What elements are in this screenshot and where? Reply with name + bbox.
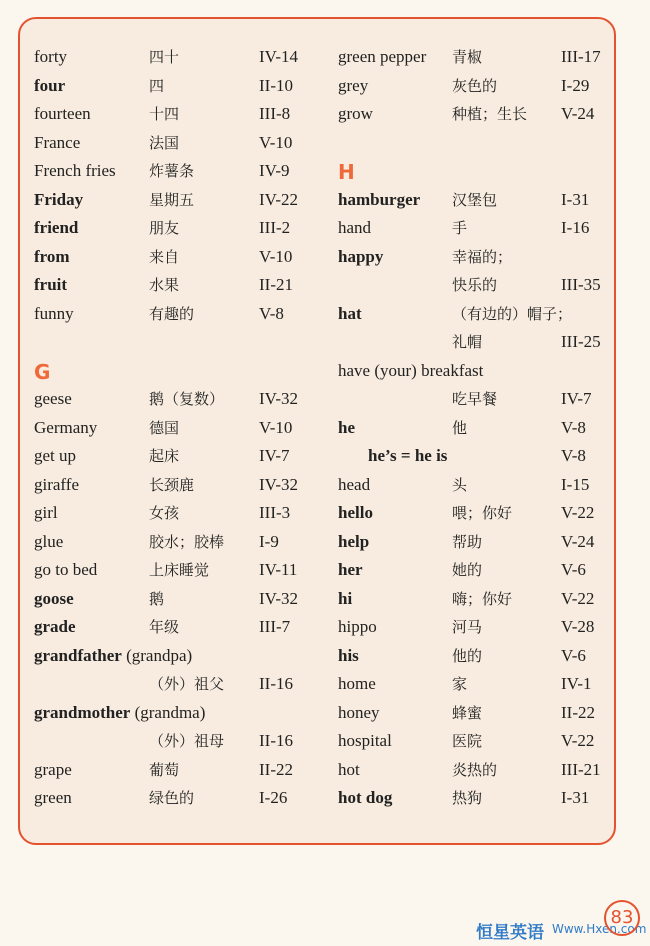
entry-unit: III-25 — [561, 332, 601, 351]
glossary-entry — [338, 243, 618, 272]
glossary-entry — [34, 528, 324, 557]
entry-word: hot dog — [338, 788, 393, 807]
glossary-entry — [34, 157, 324, 186]
glossary-entry — [338, 471, 618, 500]
entry-word: he — [338, 417, 355, 437]
entry-word: hat — [338, 303, 362, 323]
entry-unit: IV-14 — [259, 47, 299, 66]
entry-word: home — [338, 674, 376, 693]
entry-word: head — [338, 474, 371, 494]
entry-meaning: 鹅（复数） — [149, 390, 225, 408]
entry-word: Friday — [34, 189, 84, 209]
entry-meaning: 礼帽 — [452, 333, 483, 351]
entry-meaning: （外）祖父 — [149, 675, 225, 693]
glossary-entry — [34, 556, 324, 585]
glossary-entry — [34, 613, 324, 642]
entry-meaning: 医院 — [452, 732, 483, 750]
entry-meaning: 吃早餐 — [452, 390, 498, 408]
entry-unit: I-31 — [561, 788, 590, 807]
entry-meaning: 水果 — [149, 276, 180, 294]
letter-heading: G — [34, 359, 51, 384]
entry-word-alt: (grandma) — [130, 702, 206, 722]
glossary-entry — [338, 414, 618, 443]
entry-meaning: 四 — [149, 76, 165, 95]
entry-word: from — [34, 246, 70, 266]
left-column — [34, 43, 324, 813]
entry-word: glue — [34, 531, 64, 551]
glossary-entry — [338, 357, 618, 386]
entry-word: fruit — [34, 275, 68, 294]
entry-meaning: 手 — [452, 219, 468, 237]
glossary-entry — [338, 642, 618, 671]
entry-unit: II-16 — [259, 731, 293, 750]
entry-unit: III-8 — [259, 104, 291, 123]
glossary-entry — [338, 214, 618, 243]
glossary-entry — [338, 556, 618, 585]
entry-meaning: 炸薯条 — [149, 162, 195, 180]
entry-word: hot — [338, 759, 360, 779]
entry-meaning: 来自 — [149, 247, 180, 266]
entry-word: happy — [338, 246, 384, 266]
entry-unit: II-21 — [259, 275, 293, 294]
glossary-entry — [34, 784, 324, 813]
glossary-entry — [338, 613, 618, 642]
entry-meaning: 喂；你好 — [452, 504, 513, 522]
glossary-panel — [18, 17, 616, 845]
entry-unit: I-9 — [259, 531, 279, 551]
entry-word: her — [338, 560, 363, 579]
entry-unit: V-28 — [561, 617, 595, 636]
entry-unit: III-17 — [561, 47, 601, 66]
glossary-entry — [338, 271, 618, 300]
glossary-entry — [34, 471, 324, 500]
entry-word: have (your) breakfast — [338, 360, 484, 380]
entry-word: hospital — [338, 731, 392, 750]
glossary-entry — [338, 528, 618, 557]
entry-unit: V-6 — [561, 645, 586, 665]
glossary-entry — [338, 756, 618, 785]
entry-meaning: 炎热的 — [452, 760, 498, 779]
glossary-entry — [34, 414, 324, 443]
entry-unit: I-31 — [561, 189, 590, 209]
glossary-entry — [338, 670, 618, 699]
entry-word: hi — [338, 588, 353, 608]
entry-unit: IV-32 — [259, 474, 299, 494]
entry-meaning: 四十 — [149, 48, 180, 66]
entry-meaning: 帮助 — [452, 532, 483, 551]
entry-word: grow — [338, 104, 373, 123]
entry-word: he’s = he is — [368, 446, 448, 465]
glossary-entry — [338, 72, 618, 101]
entry-unit: I-16 — [561, 218, 590, 237]
glossary-entry — [338, 328, 618, 357]
entry-word: forty — [34, 47, 68, 66]
entry-unit: V-24 — [561, 531, 595, 551]
entry-word-main: grandmother — [34, 702, 131, 722]
entry-unit: IV-11 — [259, 560, 298, 579]
entry-meaning: 星期五 — [149, 190, 195, 209]
entry-word: green pepper — [338, 47, 427, 66]
entry-meaning: 上床睡觉 — [149, 561, 210, 579]
entry-meaning: 他的 — [452, 646, 483, 665]
entry-word: fourteen — [34, 104, 91, 123]
entry-unit: II-22 — [259, 759, 293, 779]
entry-word: Germany — [34, 417, 98, 437]
glossary-entry — [34, 727, 324, 756]
entry-unit: IV-22 — [259, 189, 299, 209]
entry-meaning: 河马 — [452, 618, 483, 636]
entry-meaning: 年级 — [149, 618, 180, 636]
entry-unit: I-15 — [561, 474, 590, 494]
glossary-entry — [34, 186, 324, 215]
entry-word: grape — [34, 759, 72, 779]
entry-meaning: 鹅 — [149, 589, 165, 608]
glossary-entry — [338, 186, 618, 215]
glossary-entry — [34, 585, 324, 614]
glossary-entry — [338, 100, 618, 129]
entry-word: grey — [338, 75, 369, 95]
entry-unit: IV-32 — [259, 389, 299, 408]
entry-word: France — [34, 132, 81, 152]
entry-unit: IV-9 — [259, 161, 290, 180]
entry-unit: III-3 — [259, 503, 291, 522]
section-gap — [338, 129, 618, 158]
entry-meaning: 葡萄 — [149, 760, 180, 779]
entry-word: geese — [34, 389, 72, 408]
entry-meaning: 十四 — [149, 105, 180, 123]
entry-word: hippo — [338, 617, 377, 636]
entry-word: green — [34, 788, 72, 807]
entry-unit: V-10 — [259, 246, 293, 266]
entry-word: grade — [34, 617, 76, 636]
entry-unit: III-7 — [259, 617, 291, 636]
entry-word — [34, 699, 205, 728]
glossary-entry — [34, 442, 324, 471]
entry-meaning: 她的 — [452, 561, 483, 579]
entry-word-main: grandfather — [34, 645, 122, 665]
entry-word: funny — [34, 303, 74, 323]
entry-meaning: （外）祖母 — [149, 732, 225, 750]
entry-unit: III-21 — [561, 759, 601, 779]
entry-word: friend — [34, 218, 79, 237]
entry-meaning: 汉堡包 — [452, 190, 498, 209]
entry-meaning: 长颈鹿 — [149, 475, 195, 494]
site-url: Www.Hxen.com — [552, 922, 647, 936]
entry-unit: II-16 — [259, 674, 293, 693]
entry-word: French fries — [34, 161, 116, 180]
entry-unit: V-22 — [561, 731, 595, 750]
entry-unit: II-10 — [259, 75, 293, 95]
entry-unit: V-22 — [561, 588, 595, 608]
glossary-entry — [338, 442, 618, 471]
section-gap — [34, 328, 324, 357]
glossary-entry — [34, 72, 324, 101]
glossary-entry — [34, 214, 324, 243]
entry-meaning: 热狗 — [452, 789, 483, 807]
glossary-entry — [34, 756, 324, 785]
entry-unit: V-8 — [259, 303, 284, 323]
glossary-entry — [34, 271, 324, 300]
entry-meaning: 头 — [452, 475, 468, 494]
brand-logo-text: 恒星英语 — [476, 923, 544, 943]
entry-word: get up — [34, 446, 77, 465]
entry-unit: V-10 — [259, 132, 293, 152]
entry-meaning: 朋友 — [149, 219, 180, 237]
glossary-entry — [34, 43, 324, 72]
entry-unit: V-8 — [561, 446, 586, 465]
entry-meaning: 蜂蜜 — [452, 703, 483, 722]
entry-unit: IV-7 — [561, 389, 592, 408]
entry-meaning: （有边的）帽子； — [452, 304, 573, 323]
entry-unit: IV-7 — [259, 446, 290, 465]
entry-meaning: 种植；生长 — [452, 105, 528, 123]
glossary-entry — [34, 699, 324, 728]
entry-word: goose — [34, 588, 74, 608]
entry-word: his — [338, 645, 359, 665]
glossary-entry — [34, 129, 324, 158]
glossary-entry — [338, 784, 618, 813]
entry-unit: IV-32 — [259, 588, 299, 608]
glossary-entry — [338, 385, 618, 414]
entry-word: honey — [338, 702, 380, 722]
entry-unit: V-8 — [561, 417, 586, 437]
glossary-entry — [338, 699, 618, 728]
entry-unit: I-29 — [561, 75, 590, 95]
entry-unit: IV-1 — [561, 674, 592, 693]
entry-meaning: 青椒 — [452, 48, 483, 66]
glossary-entry — [34, 499, 324, 528]
glossary-entry — [338, 300, 618, 329]
entry-unit: V-6 — [561, 560, 586, 579]
entry-word: hello — [338, 503, 373, 522]
entry-meaning: 绿色的 — [149, 789, 195, 807]
glossary-entry — [338, 499, 618, 528]
entry-meaning: 他 — [452, 418, 468, 437]
glossary-entry — [34, 670, 324, 699]
glossary-entry — [34, 642, 324, 671]
entry-meaning: 胶水；胶棒 — [149, 532, 225, 551]
entry-unit: V-22 — [561, 503, 595, 522]
entry-word: girl — [34, 503, 58, 522]
glossary-entry — [34, 243, 324, 272]
entry-meaning: 起床 — [149, 447, 180, 465]
entry-word-alt: (grandpa) — [121, 645, 193, 665]
entry-meaning: 有趣的 — [149, 304, 195, 323]
entry-unit: II-22 — [561, 702, 595, 722]
entry-meaning: 快乐的 — [452, 276, 498, 294]
glossary-entry — [34, 100, 324, 129]
page-number: 83 — [604, 900, 640, 936]
entry-unit: III-35 — [561, 275, 601, 294]
entry-meaning: 家 — [452, 675, 468, 693]
entry-word: help — [338, 531, 370, 551]
glossary-entry — [338, 43, 618, 72]
entry-unit: I-26 — [259, 788, 288, 807]
right-column — [338, 43, 618, 813]
entry-meaning: 女孩 — [149, 504, 180, 522]
entry-word: giraffe — [34, 474, 79, 494]
entry-meaning: 幸福的； — [452, 247, 513, 266]
entry-meaning: 灰色的 — [452, 76, 498, 95]
entry-word: four — [34, 75, 66, 95]
glossary-entry — [34, 300, 324, 329]
entry-unit: V-10 — [259, 417, 293, 437]
entry-word — [34, 642, 192, 671]
entry-word: hamburger — [338, 189, 421, 209]
entry-meaning: 法国 — [149, 133, 180, 152]
glossary-entry — [338, 585, 618, 614]
entry-meaning: 德国 — [149, 418, 180, 437]
entry-word: go to bed — [34, 560, 98, 579]
entry-meaning: 嗨；你好 — [452, 589, 513, 608]
entry-unit: III-2 — [259, 218, 291, 237]
glossary-entry — [338, 727, 618, 756]
glossary-entry — [34, 385, 324, 414]
entry-word: hand — [338, 218, 372, 237]
entry-unit: V-24 — [561, 104, 595, 123]
letter-heading: H — [338, 160, 355, 184]
